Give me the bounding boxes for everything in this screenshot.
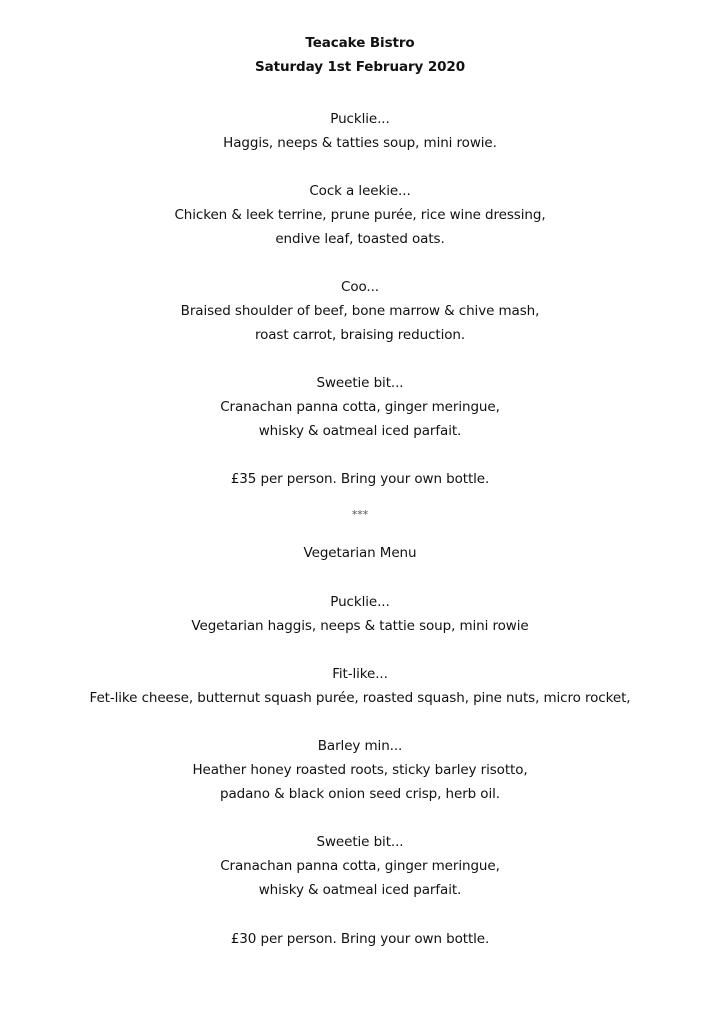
course-name: Pucklie... xyxy=(330,111,390,127)
course-name: Fit-like... xyxy=(332,666,388,682)
course-name: Coo... xyxy=(341,279,379,295)
course-name: Pucklie... xyxy=(330,594,390,610)
section-separator: *** xyxy=(351,508,369,521)
menu-date: Saturday 1st February 2020 xyxy=(255,59,465,75)
course-name: Cock a leekie... xyxy=(309,183,411,199)
course-description: padano & black onion seed crisp, herb oil. xyxy=(220,786,500,802)
course-description: roast carrot, braising reduction. xyxy=(254,327,466,343)
course-name: Sweetie bit... xyxy=(316,834,404,850)
course-description: Heather honey roasted roots, sticky barley risotto, xyxy=(192,762,528,778)
course-name: Barley min... xyxy=(317,738,403,754)
page-title: Teacake Bistro xyxy=(305,35,415,51)
course-description: Cranachan panna cotta, ginger meringue, xyxy=(220,858,500,874)
menu-price: £35 per person. Bring your own bottle. xyxy=(230,471,490,487)
course-description: Cranachan panna cotta, ginger meringue, xyxy=(220,399,500,415)
course-description: endive leaf, toasted oats. xyxy=(275,231,445,247)
course-description: Chicken & leek terrine, prune purée, rice wine dressing, xyxy=(174,207,546,223)
course-description: Fet-like cheese, butternut squash purée, roasted squash, pine nuts, micro rocket, xyxy=(89,690,631,706)
course-description: Haggis, neeps & tatties soup, mini rowie. xyxy=(223,135,497,151)
course-description: whisky & oatmeal iced parfait. xyxy=(258,423,462,439)
course-name: Sweetie bit... xyxy=(316,375,404,391)
course-description: Vegetarian haggis, neeps & tattie soup, mini rowie xyxy=(191,618,529,634)
course-description: whisky & oatmeal iced parfait. xyxy=(258,882,462,898)
vegetarian-menu-price: £30 per person. Bring your own bottle. xyxy=(230,931,490,947)
vegetarian-menu-title: Vegetarian Menu xyxy=(303,545,417,561)
course-description: Braised shoulder of beef, bone marrow & chive mash, xyxy=(180,303,540,319)
